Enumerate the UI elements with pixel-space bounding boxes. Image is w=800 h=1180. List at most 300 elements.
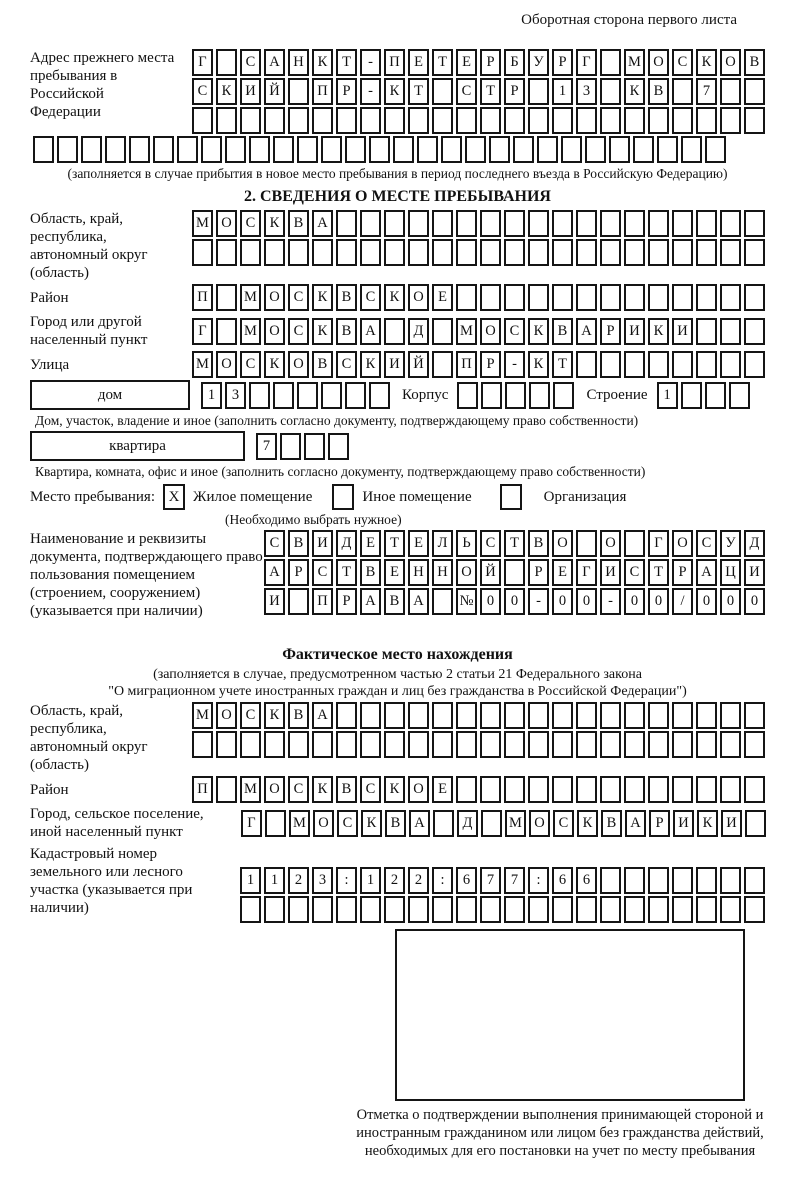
- char-box: [240, 731, 261, 758]
- char-box: Г: [241, 810, 262, 837]
- char-box: [552, 702, 573, 729]
- char-box: М: [505, 810, 526, 837]
- char-box: 7: [504, 867, 525, 894]
- char-box: [537, 136, 558, 163]
- char-box: К: [312, 284, 333, 311]
- char-box: Д: [408, 318, 429, 345]
- char-box: В: [384, 588, 405, 615]
- char-box: С: [288, 776, 309, 803]
- char-box: [600, 867, 621, 894]
- char-box: [705, 136, 726, 163]
- kvartira-note: Квартира, комната, офис и иное (заполнить согласно документу, подтверждающему право собственности): [35, 464, 646, 479]
- char-box: В: [288, 530, 309, 557]
- char-box: С: [360, 284, 381, 311]
- char-box: [480, 239, 501, 266]
- char-box: [288, 588, 309, 615]
- char-box: [744, 896, 765, 923]
- char-box: [216, 239, 237, 266]
- char-box: П: [456, 351, 477, 378]
- char-box: [129, 136, 150, 163]
- char-box: [600, 351, 621, 378]
- char-box: [264, 896, 285, 923]
- char-box: [456, 239, 477, 266]
- char-box: С: [480, 530, 501, 557]
- char-row: [189, 351, 765, 378]
- char-box: 0: [504, 588, 525, 615]
- char-box: Т: [504, 530, 525, 557]
- char-row: [156, 239, 765, 266]
- char-box: У: [528, 49, 549, 76]
- char-row: [269, 559, 765, 586]
- char-box: [672, 284, 693, 311]
- prev-address-block: [30, 49, 765, 134]
- char-box: В: [528, 530, 549, 557]
- char-box: [600, 210, 621, 237]
- char-box: [720, 239, 741, 266]
- char-box: [600, 239, 621, 266]
- char-box: :: [336, 867, 357, 894]
- char-row: [189, 776, 765, 803]
- char-box: 7: [256, 433, 277, 460]
- char-box: [504, 107, 525, 134]
- char-box: И: [744, 559, 765, 586]
- mesto-label: Место пребывания:: [30, 488, 155, 505]
- char-box: К: [648, 318, 669, 345]
- char-box: О: [480, 318, 501, 345]
- char-box: О: [408, 776, 429, 803]
- char-box: О: [648, 49, 669, 76]
- char-box: И: [240, 78, 261, 105]
- char-box: Т: [432, 49, 453, 76]
- char-box: [552, 776, 573, 803]
- char-box: [408, 239, 429, 266]
- char-box: [216, 107, 237, 134]
- char-box: [456, 896, 477, 923]
- char-box: [513, 136, 534, 163]
- char-box: К: [360, 351, 381, 378]
- char-box: [264, 107, 285, 134]
- char-box: [576, 210, 597, 237]
- char-box: [529, 382, 550, 409]
- raion-label: Район: [30, 289, 69, 306]
- char-box: [744, 210, 765, 237]
- char-box: [576, 107, 597, 134]
- char-box: [552, 731, 573, 758]
- char-box: №: [456, 588, 477, 615]
- char-box: -: [504, 351, 525, 378]
- char-box: Е: [384, 559, 405, 586]
- char-box: [720, 78, 741, 105]
- char-box: [408, 702, 429, 729]
- stroenie-cells: [654, 382, 750, 409]
- char-box: О: [216, 210, 237, 237]
- char-box: [696, 107, 717, 134]
- char-box: [336, 210, 357, 237]
- char-box: [297, 382, 318, 409]
- char-box: К: [624, 78, 645, 105]
- char-box: А: [625, 810, 646, 837]
- char-box: [696, 867, 717, 894]
- char-box: [528, 284, 549, 311]
- gorod-row: [30, 313, 765, 349]
- char-box: [432, 351, 453, 378]
- char-box: [720, 896, 741, 923]
- char-box: [576, 239, 597, 266]
- char-box: И: [600, 559, 621, 586]
- char-box: [192, 107, 213, 134]
- char-box: [648, 702, 669, 729]
- char-box: [456, 107, 477, 134]
- char-box: К: [312, 318, 333, 345]
- option-label-inoe: Иное помещение: [362, 488, 472, 505]
- char-box: [273, 382, 294, 409]
- mesto-prebyvaniya-row: [30, 484, 765, 510]
- char-box: [280, 433, 301, 460]
- char-box: [504, 776, 525, 803]
- char-row: [238, 810, 766, 837]
- char-box: К: [696, 49, 717, 76]
- char-box: [528, 210, 549, 237]
- char-box: В: [744, 49, 765, 76]
- char-box: [481, 810, 502, 837]
- char-box: [216, 284, 237, 311]
- option-label-organizatsiya: Организация: [543, 488, 627, 505]
- char-box: Ь: [456, 530, 477, 557]
- char-box: [552, 210, 573, 237]
- char-box: А: [264, 49, 285, 76]
- char-box: [672, 731, 693, 758]
- char-box: 1: [240, 867, 261, 894]
- section2-title: 2. СВЕДЕНИЯ О МЕСТЕ ПРЕБЫВАНИЯ: [244, 188, 551, 205]
- char-row: [189, 284, 765, 311]
- char-box: Р: [504, 78, 525, 105]
- checkbox-zhiloe-pomeshchenie: X: [163, 484, 185, 510]
- char-box: М: [240, 776, 261, 803]
- char-box: [552, 239, 573, 266]
- page-corner-note: Оборотная сторона первого листа: [521, 12, 737, 28]
- char-box: Р: [336, 78, 357, 105]
- char-box: [720, 776, 741, 803]
- char-box: М: [289, 810, 310, 837]
- char-box: О: [529, 810, 550, 837]
- char-box: [600, 78, 621, 105]
- char-box: С: [696, 530, 717, 557]
- char-box: [528, 239, 549, 266]
- checkbox-inoe-pomeshchenie: [332, 484, 354, 510]
- char-box: С: [240, 210, 261, 237]
- char-box: [417, 136, 438, 163]
- char-box: Т: [552, 351, 573, 378]
- char-box: Ц: [720, 559, 741, 586]
- char-box: [480, 284, 501, 311]
- char-box: М: [624, 49, 645, 76]
- char-box: 3: [576, 78, 597, 105]
- char-box: [648, 210, 669, 237]
- char-box: [408, 896, 429, 923]
- char-row: [156, 210, 765, 237]
- dom-box: дом: [30, 380, 190, 410]
- fact-note-line2: "О миграционном учете иностранных граждан и лиц без гражданства в Российской Федерации"): [108, 684, 687, 699]
- char-box: [696, 702, 717, 729]
- char-box: [600, 284, 621, 311]
- char-box: [744, 776, 765, 803]
- char-box: В: [360, 559, 381, 586]
- char-box: [345, 136, 366, 163]
- char-box: [360, 239, 381, 266]
- char-box: Г: [192, 49, 213, 76]
- char-box: [384, 896, 405, 923]
- char-box: [672, 867, 693, 894]
- char-row: [269, 588, 765, 615]
- char-box: [336, 731, 357, 758]
- char-box: [576, 896, 597, 923]
- char-box: И: [672, 318, 693, 345]
- char-box: [265, 810, 286, 837]
- char-box: [600, 776, 621, 803]
- char-box: [576, 530, 597, 557]
- char-box: [432, 210, 453, 237]
- char-box: Й: [480, 559, 501, 586]
- char-box: [672, 896, 693, 923]
- char-box: [336, 896, 357, 923]
- char-box: [432, 896, 453, 923]
- char-box: [216, 49, 237, 76]
- char-box: О: [456, 559, 477, 586]
- char-box: 3: [312, 867, 333, 894]
- oblast-block: [30, 210, 765, 284]
- char-box: [681, 136, 702, 163]
- char-box: 1: [360, 867, 381, 894]
- char-box: С: [504, 318, 525, 345]
- char-box: [480, 107, 501, 134]
- char-box: [480, 702, 501, 729]
- char-box: [432, 731, 453, 758]
- char-box: И: [673, 810, 694, 837]
- char-box: У: [720, 530, 741, 557]
- char-box: [744, 284, 765, 311]
- kvartira-cells: [253, 433, 349, 460]
- char-box: [681, 382, 702, 409]
- char-box: К: [697, 810, 718, 837]
- char-box: [600, 49, 621, 76]
- char-row: [238, 867, 765, 894]
- char-box: Н: [432, 559, 453, 586]
- char-box: 0: [720, 588, 741, 615]
- char-box: Г: [192, 318, 213, 345]
- char-box: Т: [408, 78, 429, 105]
- kadastr-block: [30, 845, 765, 923]
- dom-row: [30, 380, 765, 410]
- char-box: [408, 210, 429, 237]
- char-box: Т: [336, 559, 357, 586]
- char-box: А: [576, 318, 597, 345]
- char-box: [216, 731, 237, 758]
- kvartira-box: квартира: [30, 431, 245, 461]
- char-box: [696, 239, 717, 266]
- prev-address-label: Адрес прежнего места пребывания в Российской Федерации: [30, 50, 175, 120]
- char-box: [720, 318, 741, 345]
- char-box: М: [240, 318, 261, 345]
- char-box: [528, 78, 549, 105]
- char-box: Р: [649, 810, 670, 837]
- char-box: [744, 78, 765, 105]
- char-box: [528, 107, 549, 134]
- char-box: [216, 318, 237, 345]
- char-box: [480, 776, 501, 803]
- char-box: С: [312, 559, 333, 586]
- char-box: [600, 702, 621, 729]
- char-box: [648, 731, 669, 758]
- char-box: [504, 284, 525, 311]
- char-box: О: [288, 351, 309, 378]
- char-box: Т: [648, 559, 669, 586]
- char-box: Д: [744, 530, 765, 557]
- char-box: [192, 239, 213, 266]
- char-box: Р: [480, 351, 501, 378]
- char-box: С: [337, 810, 358, 837]
- korpus-label: Корпус: [402, 386, 449, 403]
- char-box: :: [432, 867, 453, 894]
- char-row: [178, 702, 765, 729]
- char-box: [504, 210, 525, 237]
- stamp-area: [30, 929, 765, 1160]
- char-box: [696, 351, 717, 378]
- char-box: [288, 896, 309, 923]
- char-box: А: [312, 210, 333, 237]
- char-box: Г: [648, 530, 669, 557]
- char-row: [186, 78, 765, 105]
- char-box: Г: [576, 49, 597, 76]
- char-box: [624, 731, 645, 758]
- char-box: К: [528, 351, 549, 378]
- char-box: [528, 896, 549, 923]
- char-box: [105, 136, 126, 163]
- char-box: 0: [696, 588, 717, 615]
- char-box: К: [216, 78, 237, 105]
- char-box: О: [672, 530, 693, 557]
- char-box: С: [456, 78, 477, 105]
- gorod-label: Город или другой населенный пункт: [30, 314, 148, 348]
- stroenie-label: Строение: [586, 386, 648, 403]
- char-box: О: [720, 49, 741, 76]
- char-box: [81, 136, 102, 163]
- char-row: [238, 896, 765, 923]
- char-box: [504, 559, 525, 586]
- char-box: И: [721, 810, 742, 837]
- char-box: [336, 702, 357, 729]
- char-box: [481, 382, 502, 409]
- char-box: [240, 896, 261, 923]
- ulitsa-row: [30, 351, 765, 378]
- fact-raion-label: Район: [30, 781, 69, 798]
- char-box: [576, 776, 597, 803]
- char-box: [336, 239, 357, 266]
- char-box: 6: [576, 867, 597, 894]
- doc-label: Наименование и реквизиты документа, подтверждающего право пользования помещением (строением, сооружением) (указывается при наличии): [30, 531, 263, 619]
- char-box: [552, 284, 573, 311]
- char-box: [321, 136, 342, 163]
- char-box: 2: [384, 867, 405, 894]
- char-box: [648, 896, 669, 923]
- char-row: [186, 49, 765, 76]
- char-box: В: [288, 210, 309, 237]
- char-box: [153, 136, 174, 163]
- char-box: -: [600, 588, 621, 615]
- char-box: [528, 776, 549, 803]
- char-box: [456, 731, 477, 758]
- char-box: М: [192, 210, 213, 237]
- char-box: -: [360, 49, 381, 76]
- char-box: [249, 382, 270, 409]
- char-box: О: [600, 530, 621, 557]
- char-box: [600, 107, 621, 134]
- mesto-note: (Необходимо выбрать нужное): [225, 512, 402, 527]
- char-box: [600, 731, 621, 758]
- char-box: В: [336, 284, 357, 311]
- char-box: [528, 702, 549, 729]
- char-box: [456, 284, 477, 311]
- char-box: 0: [648, 588, 669, 615]
- char-box: [240, 107, 261, 134]
- char-row: [189, 318, 765, 345]
- char-box: [657, 136, 678, 163]
- char-box: Б: [504, 49, 525, 76]
- char-box: [672, 107, 693, 134]
- char-box: А: [409, 810, 430, 837]
- char-box: [408, 107, 429, 134]
- char-box: -: [528, 588, 549, 615]
- fact-oblast-label: Область, край, республика, автономный округ (область): [30, 703, 148, 773]
- char-box: П: [192, 776, 213, 803]
- char-box: [624, 284, 645, 311]
- char-box: П: [192, 284, 213, 311]
- char-box: [648, 284, 669, 311]
- char-box: [624, 107, 645, 134]
- char-box: [264, 239, 285, 266]
- char-box: А: [360, 588, 381, 615]
- char-box: [504, 239, 525, 266]
- char-box: Е: [408, 49, 429, 76]
- char-box: А: [312, 702, 333, 729]
- checkbox-organizatsiya: [500, 484, 522, 510]
- char-row: [178, 731, 765, 758]
- char-box: [480, 210, 501, 237]
- char-box: К: [361, 810, 382, 837]
- char-box: [369, 382, 390, 409]
- char-box: П: [312, 78, 333, 105]
- char-box: М: [192, 351, 213, 378]
- char-box: С: [288, 284, 309, 311]
- prev-address-rows: [186, 49, 765, 134]
- char-box: С: [672, 49, 693, 76]
- char-box: [312, 107, 333, 134]
- char-box: К: [384, 284, 405, 311]
- char-box: К: [264, 210, 285, 237]
- char-box: [505, 382, 526, 409]
- char-box: [648, 867, 669, 894]
- char-box: [384, 702, 405, 729]
- char-box: [504, 702, 525, 729]
- char-box: А: [408, 588, 429, 615]
- char-box: [553, 382, 574, 409]
- char-box: Т: [384, 530, 405, 557]
- dom-cells: [198, 382, 390, 409]
- char-box: 0: [480, 588, 501, 615]
- char-box: П: [312, 588, 333, 615]
- char-box: 7: [696, 78, 717, 105]
- char-box: [264, 731, 285, 758]
- char-box: 7: [480, 867, 501, 894]
